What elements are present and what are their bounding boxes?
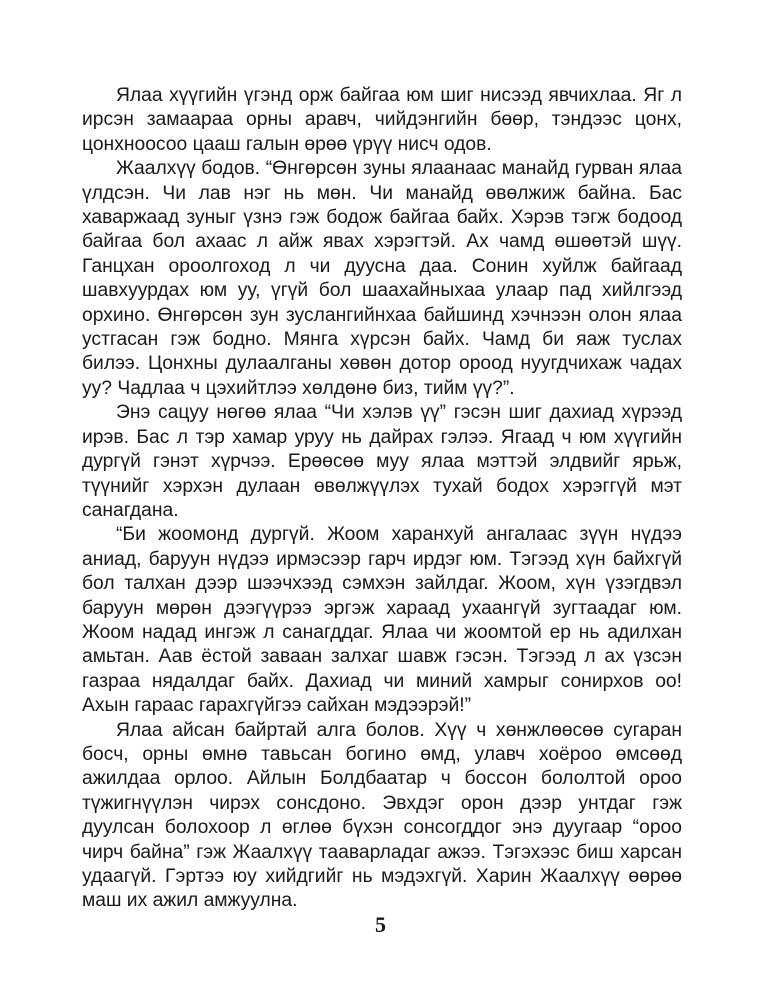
paragraph-5: Ялаа айсан байртай алга болов. Хүү ч хөнжлөөсөө сугаран босч, орны өмнө тавьсан богино өмд, улавч хоёроо өмсөөд ажилдаа орлоо. Айлын Болдбаатар ч боссон бололтой ороо түжигнүүлэн чирэх сонсдоно. Эвхдэг орон дээр унтдаг гэж дуулсан болохоор л өглөө бүхэн сонсогддог энэ дуугаар “ороо чирч байна” гэж Жаалхүү тааварладаг ажээ. Тэгэхээс биш харсан удаагүй. Гэртээ юу хийдгийг нь мэдэхгүй. Харин Жаалхүү өөрөө маш их ажил амжуулна. <box>82 719 682 912</box>
paragraph-4: “Би жоомонд дургүй. Жоом харанхуй ангалаас зүүн нүдээ аниад, баруун нүдээ ирмэсээр гарч ирдэг юм. Тэгээд хүн байхгүй бол талхан дээр шээчхээд сэмхэн зайлдаг. Жоом, хүн үзэгдвэл баруун мөрөн дээгүүрээ эргэж хараад ухаангүй зугтаадаг юм. Жоом надад ингэж л санагддаг. Ялаа чи жоомтой ер нь адилхан амьтан. Аав ёстой заваан залхаг шавж гэсэн. Тэгээд л ах үзсэн газраа нядалдаг байх. Дахиад чи миний хамрыг сонирхов оо! Ахын гараас гарахгүйгээ сайхан мэдээрэй!” <box>82 524 682 717</box>
paragraph-3: Энэ сацуу нөгөө ялаа “Чи хэлэв үү” гэсэн шиг дахиад хүрээд ирэв. Бас л тэр хамар уруу нь дайрах гэлээ. Ягаад ч юм хүүгийн дургүй гэнэт хүрчээ. Ерөөсөө муу ялаа мэттэй элдвийг ярьж, түүнийг хэрхэн дулаан өвөлжүүлэх тухай бодох хэрэггүй мэт санагдана. <box>82 402 682 521</box>
page-number: 5 <box>375 912 386 937</box>
page-body-text <box>82 84 682 914</box>
paragraph-1: Ялаа хүүгийн үгэнд орж байгаа юм шиг нисээд явчихлаа. Яг л ирсэн замаараа орны аравч, чийдэнгийн бөөр, тэндээс цонх, цонхноосоо цааш галын өрөө үрүү нисч одов. <box>82 85 682 155</box>
paragraph-2: Жаалхүү бодов. “Өнгөрсөн зуны ялаанаас манайд гурван ялаа үлдсэн. Чи лав нэг нь мөн. Чи манайд өвөлжиж байна. Бас хаваржаад зуныг үзнэ гэж бодож байгаа байх. Хэрэв тэгж бодоод байгаа бол ахаас л айж явах хэрэгтэй. Ах чамд өшөөтэй шүү. Ганцхан ороолгоход л чи дуусна даа. Сонин хуйлж байгаад шавхуурдах юм уу, үгүй бол шаахайныхаа улаар пад хийлгээд орхино. Өнгөрсөн зун зуслангийнхаа байшинд хэчнээн олон ялаа устгасан гэж бодно. Мянга хүрсэн байх. Чамд би яаж туслах билээ. Цонхны дулаалганы хөвөн дотор ороод нуугдчихаж чадах уу? Чадлаа ч цэхийтлээ хөлдөнө биз, тийм үү?”. <box>82 158 682 399</box>
